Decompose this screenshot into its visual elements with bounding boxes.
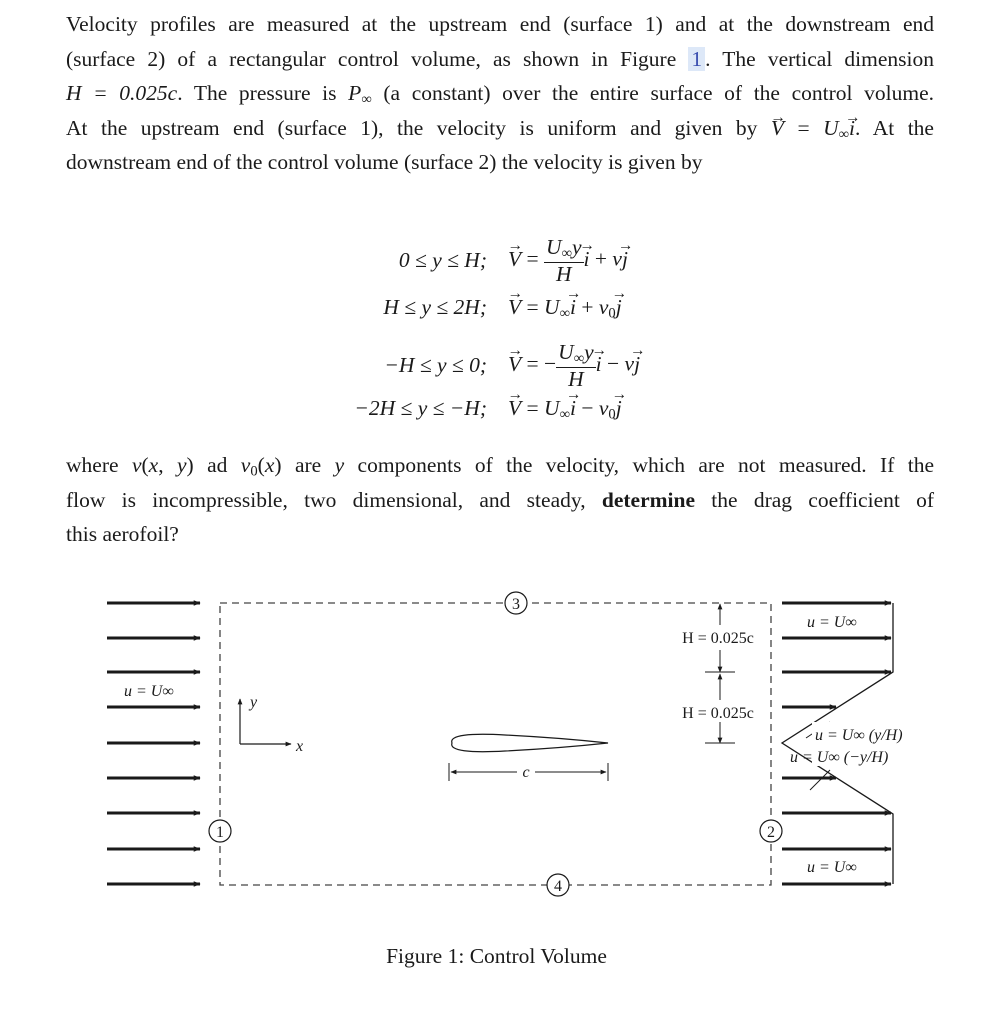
- surface-2-label: 2: [767, 824, 775, 841]
- h-label-bottom: H = 0.025c: [682, 705, 754, 722]
- equation-condition-4: −2H ≤ y ≤ −H;: [354, 396, 487, 420]
- x-axis-label: x: [296, 738, 304, 755]
- y-axis-label: y: [250, 694, 258, 711]
- top-outlet-label: u = U∞: [807, 614, 857, 631]
- inlet-velocity-arrows: [107, 603, 200, 884]
- h-label-top: H = 0.025c: [682, 630, 754, 647]
- airfoil-shape: [452, 734, 608, 751]
- profile-leader-lower: [810, 770, 830, 790]
- surface-1-label: 1: [216, 824, 224, 841]
- p1-line-3: H = 0.025c. The pressure is $P_\infty$ (a constant) over the entire surface of the control volume.: [66, 81, 935, 108]
- coordinate-axes: [240, 699, 291, 744]
- profile-label-upper: u = U∞ (y/H): [815, 727, 903, 744]
- inlet-velocity-label: u = U∞: [124, 683, 174, 700]
- equation-condition-1: 0 ≤ y ≤ H;: [398, 248, 487, 272]
- p2-line-1: where v(x, y) ad $v_0(x)$ are y components of the velocity, which are not measured. If the: [66, 453, 935, 480]
- equation-condition-3: −H ≤ y ≤ 0;: [384, 353, 487, 377]
- bottom-outlet-label: u = U∞: [807, 859, 857, 876]
- p2-line-3: this aerofoil?: [66, 522, 179, 546]
- dimension-formula: H = 0.025c: [66, 81, 178, 105]
- p2-line-2: flow is incompressible, two dimensional, and steady, determine the drag coefficient of: [66, 487, 935, 512]
- equation-condition-2: H ≤ y ≤ 2H;: [383, 295, 487, 319]
- surface-4-label: 4: [554, 878, 562, 895]
- figure-reference-link[interactable]: 1: [688, 47, 705, 71]
- p1-line-4: At the upstream end (surface 1), the velocity is uniform and given by → $V = U_\infty\to i$. At the: [66, 111, 934, 146]
- figure-caption: Figure 1: Control Volume: [386, 944, 607, 968]
- chord-label: c: [522, 764, 530, 781]
- p1-line-2: (surface 2) of a rectangular control volume, as shown in Figure 1 . The vertical dimension: [66, 46, 935, 71]
- p1-line-1: Velocity profiles are measured at the upstream end (surface 1) and at the downstream end: [66, 12, 934, 36]
- determine-emphasis: determine: [601, 487, 696, 512]
- surface-3-label: 3: [512, 596, 520, 613]
- p1-line-5: downstream end of the control volume (surface 2) the velocity is given by: [66, 150, 703, 174]
- profile-label-lower: u = U∞ (−y/H): [790, 749, 889, 766]
